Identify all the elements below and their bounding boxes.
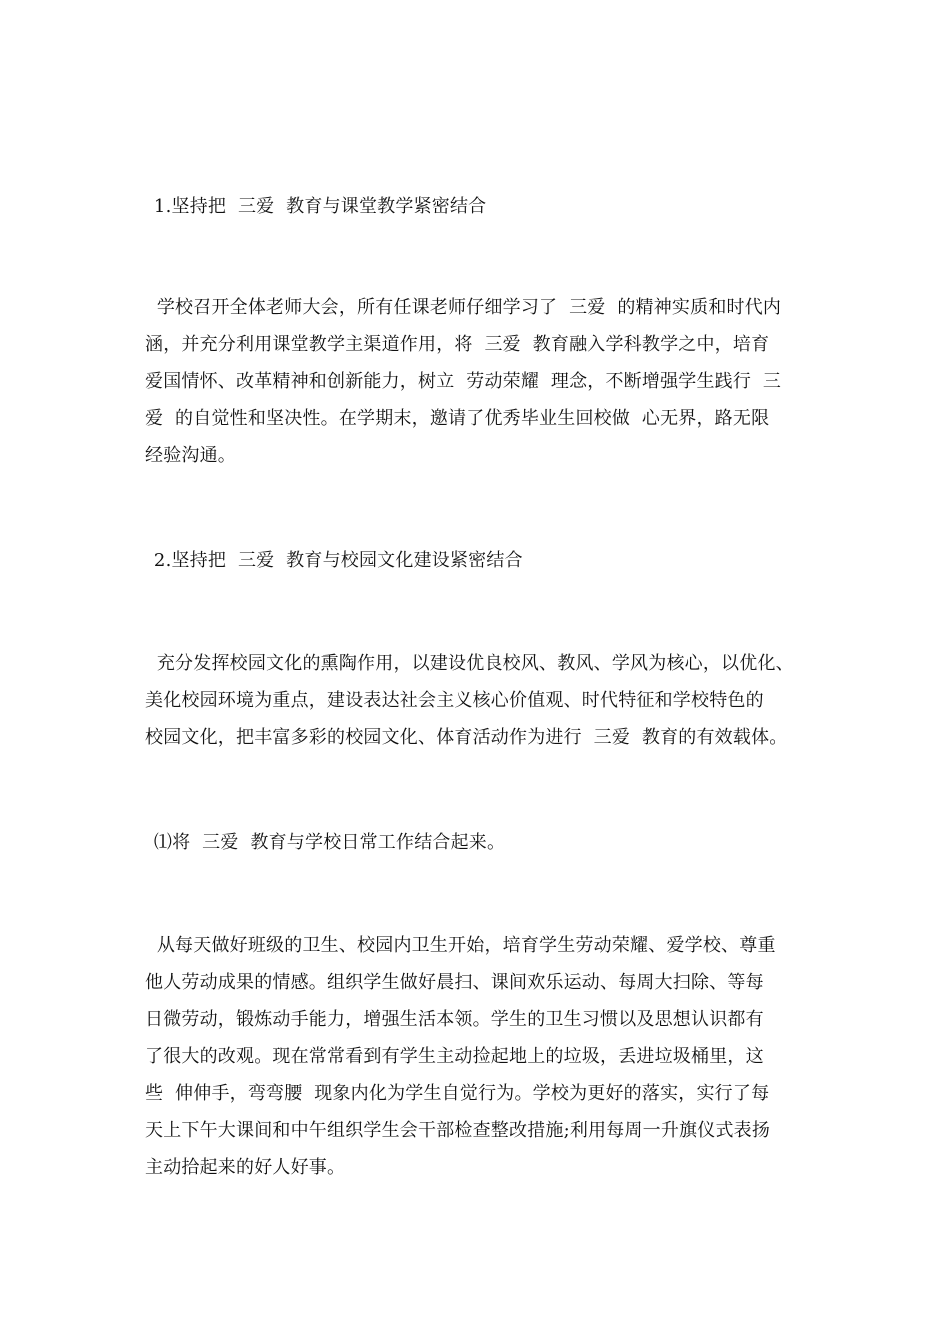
paragraph-3-line-2: 他人劳动成果的情感。组织学生做好晨扫、课间欢乐运动、每周大扫除、等每 xyxy=(145,972,764,993)
paragraph-1-line-3: 爱国情怀、改革精神和创新能力，树立 劳动荣耀 理念，不断增强学生践行 三 xyxy=(145,371,782,392)
paragraph-2-line-3: 校园文化，把丰富多彩的校园文化、体育活动作为进行 三爱 教育的有效载体。 xyxy=(145,727,788,748)
paragraph-3-line-5: 些 伸伸手，弯弯腰 现象内化为学生自觉行为。学校为更好的落实，实行了每 xyxy=(145,1083,770,1104)
paragraph-2-line-1: 充分发挥校园文化的熏陶作用，以建设优良校风、教风、学风为核心，以优化、 xyxy=(145,653,794,674)
paragraph-3-line-7: 主动拾起来的好人好事。 xyxy=(145,1157,346,1178)
paragraph-3-line-4: 了很大的改观。现在常常看到有学生主动捡起地上的垃圾，丢进垃圾桶里，这 xyxy=(145,1046,764,1067)
paragraph-1-line-5: 经验沟通。 xyxy=(145,445,236,466)
paragraph-3-line-6: 天上下午大课间和中午组织学生会干部检查整改措施;利用每周一升旗仪式表扬 xyxy=(145,1120,771,1141)
paragraph-1-line-2: 涵，并充分利用课堂教学主渠道作用，将 三爱 教育融入学科教学之中，培育 xyxy=(145,334,770,355)
paragraph-3-line-3: 日微劳动，锻炼动手能力，增强生活本领。学生的卫生习惯以及思想认识都有 xyxy=(145,1009,764,1030)
paragraph-3-line-1: 从每天做好班级的卫生、校园内卫生开始，培育学生劳动荣耀、爱学校、尊重 xyxy=(145,935,776,956)
section-heading-3: ⑴将 三爱 教育与学校日常工作结合起来。 xyxy=(148,832,506,853)
section-heading-2: 2.坚持把 三爱 教育与校园文化建设紧密结合 xyxy=(148,550,523,571)
paragraph-2-line-2: 美化校园环境为重点，建设表达社会主义核心价值观、时代特征和学校特色的 xyxy=(145,690,764,711)
paragraph-1-line-1: 学校召开全体老师大会，所有任课老师仔细学习了 三爱 的精神实质和时代内 xyxy=(145,297,782,318)
section-heading-1: 1.坚持把 三爱 教育与课堂教学紧密结合 xyxy=(148,196,487,217)
paragraph-1-line-4: 爱 的自觉性和坚决性。在学期末，邀请了优秀毕业生回校做 心无界，路无限 xyxy=(145,408,770,429)
